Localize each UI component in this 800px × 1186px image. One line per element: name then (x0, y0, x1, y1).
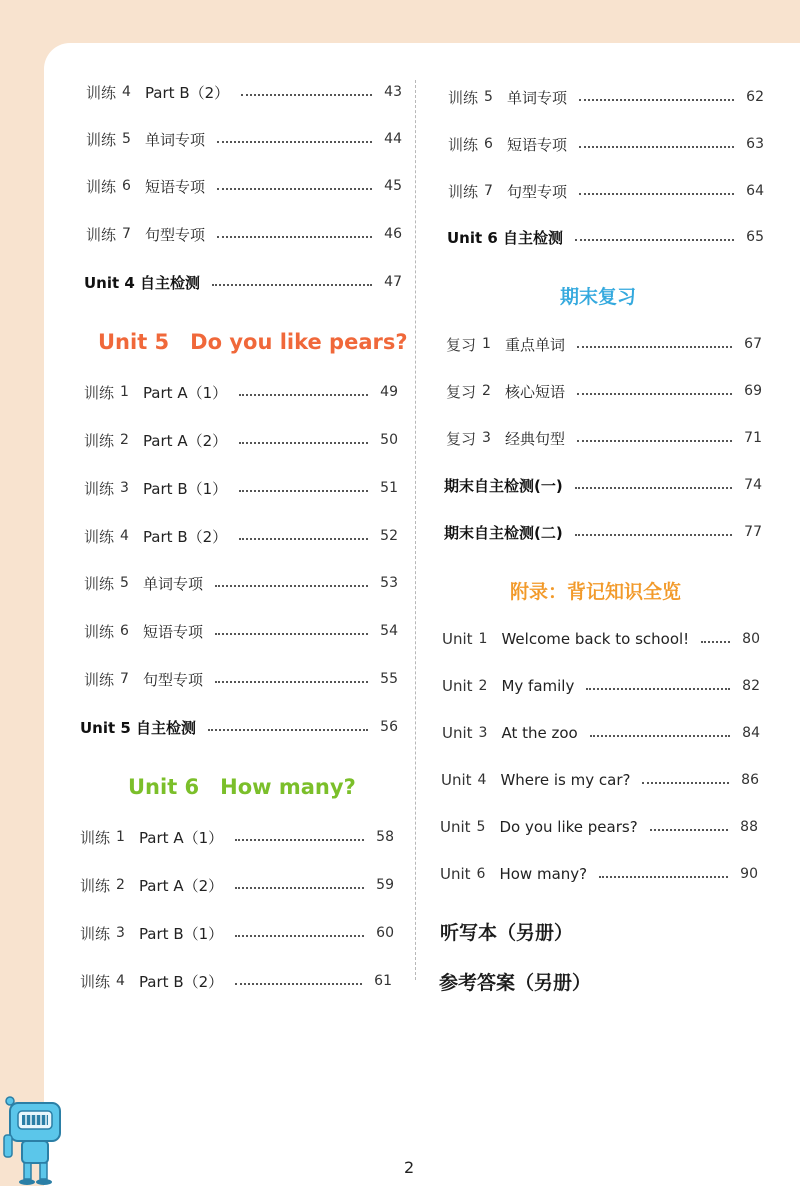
entry-page: 45 (384, 178, 402, 194)
toc-entry[interactable] (446, 333, 762, 355)
unit5-heading: Unit 5 Do you like pears? (98, 330, 408, 354)
entry-title: 单词专项 (506, 88, 567, 107)
toc-entry[interactable] (80, 922, 394, 944)
entry-number: 3 (120, 480, 129, 496)
entry-title: 句型专项 (144, 225, 205, 244)
entry-title: 句型专项 (506, 182, 567, 201)
entry-page: 49 (380, 384, 398, 400)
entry-title: Part B（1） (142, 479, 228, 498)
entry-title: 短语专项 (144, 177, 205, 196)
entry-label: 训练 (84, 431, 115, 450)
robot-mascot-icon (0, 1095, 70, 1186)
entry-label: 训练 (84, 527, 115, 546)
entry-title: Part A（1） (138, 828, 224, 847)
entry-title: 核心短语 (504, 382, 565, 401)
leader-dots (235, 983, 362, 985)
toc-entry[interactable] (448, 133, 764, 155)
entry-label: 复习 (446, 335, 477, 354)
entry-label: 复习 (446, 429, 477, 448)
leader-dots (590, 735, 730, 737)
leader-dots (575, 487, 732, 489)
leader-dots (577, 393, 732, 395)
entry-label: 期末自主检测(一) (444, 476, 563, 495)
entry-number: 3 (116, 925, 125, 941)
page-number: 2 (404, 1158, 415, 1177)
entry-label: 训练 (84, 479, 115, 498)
leader-dots (212, 284, 372, 286)
entry-label: Unit (441, 771, 472, 789)
entry-label: 训练 (84, 383, 115, 402)
leader-dots (217, 141, 372, 143)
entry-number: 5 (120, 575, 129, 591)
entry-page: 86 (741, 772, 759, 788)
entry-number: 5 (484, 89, 493, 105)
toc-entry[interactable] (446, 380, 762, 402)
entry-page: 61 (374, 973, 392, 989)
entry-page: 82 (742, 678, 760, 694)
toc-entry[interactable] (441, 769, 759, 791)
leader-dots (575, 239, 734, 241)
entry-label: Unit 4 自主检测 (84, 273, 201, 292)
entry-label: 训练 (86, 177, 117, 196)
entry-title: 单词专项 (144, 130, 205, 149)
toc-entry[interactable] (86, 128, 402, 150)
toc-entry[interactable] (84, 572, 398, 594)
entry-number: 6 (120, 623, 129, 639)
toc-entry[interactable] (84, 525, 398, 547)
entry-label: 训练 (84, 574, 115, 593)
entry-page: 53 (380, 575, 398, 591)
entry-page: 80 (742, 631, 760, 647)
leader-dots (217, 188, 372, 190)
entry-label: 训练 (448, 182, 479, 201)
entry-number: 4 (120, 528, 129, 544)
leader-dots (235, 887, 364, 889)
toc-entry[interactable] (446, 427, 762, 449)
entry-label: 训练 (448, 135, 479, 154)
entry-page: 69 (744, 383, 762, 399)
entry-number: 6 (122, 178, 131, 194)
leader-dots (239, 394, 368, 396)
entry-page: 77 (744, 524, 762, 540)
entry-page: 64 (746, 183, 764, 199)
toc-entry[interactable] (86, 175, 402, 197)
entry-title: My family (501, 677, 575, 695)
entry-label: Unit (442, 677, 473, 695)
toc-entry[interactable] (84, 429, 398, 451)
answer-key-entry[interactable]: 参考答案（另册） (439, 972, 592, 994)
toc-entry[interactable] (448, 180, 764, 202)
entry-title: Part A（2） (142, 431, 228, 450)
entry-label: Unit 6 自主检测 (447, 228, 564, 247)
entry-title: 短语专项 (142, 622, 203, 641)
unit6-heading: Unit 6 How many? (128, 775, 356, 799)
entry-number: 3 (482, 430, 491, 446)
entry-title: Where is my car? (500, 771, 631, 789)
entry-title: At the zoo (501, 724, 578, 742)
entry-title: 经典句型 (504, 429, 565, 448)
leader-dots (650, 829, 729, 831)
entry-number: 7 (484, 183, 493, 199)
leader-dots (579, 146, 734, 148)
toc-entry-unit-test[interactable] (84, 271, 402, 293)
entry-number: 4 (116, 973, 125, 989)
entry-page: 65 (746, 229, 764, 245)
entry-page: 63 (746, 136, 764, 152)
entry-number: 6 (476, 866, 486, 882)
entry-label: 期末自主检测(二) (444, 523, 563, 542)
entry-title: Part B（2） (142, 527, 228, 546)
leader-dots (239, 442, 368, 444)
leader-dots (235, 935, 364, 937)
leader-dots (599, 876, 728, 878)
entry-label: 训练 (80, 876, 111, 895)
leader-dots (239, 490, 368, 492)
toc-entry[interactable] (84, 668, 398, 690)
entry-page: 46 (384, 226, 402, 242)
toc-entry[interactable] (84, 381, 398, 403)
entry-label: 训练 (84, 622, 115, 641)
entry-page: 67 (744, 336, 762, 352)
dictation-book-entry[interactable]: 听写本（另册） (440, 922, 574, 944)
toc-page (44, 43, 800, 1186)
entry-title: Part A（2） (138, 876, 224, 895)
entry-title: Welcome back to school! (501, 630, 690, 648)
entry-label: 训练 (86, 130, 117, 149)
entry-title: Do you like pears? (499, 818, 638, 836)
entry-label: 复习 (446, 382, 477, 401)
entry-page: 88 (740, 819, 758, 835)
entry-number: 6 (484, 136, 493, 152)
toc-entry[interactable] (440, 863, 758, 885)
entry-page: 54 (380, 623, 398, 639)
entry-label: 训练 (80, 924, 111, 943)
entry-page: 58 (376, 829, 394, 845)
toc-entry[interactable] (80, 826, 394, 848)
entry-label: Unit 5 自主检测 (80, 718, 197, 737)
leader-dots (208, 729, 368, 731)
entry-page: 59 (376, 877, 394, 893)
toc-entry[interactable] (80, 874, 394, 896)
entry-page: 62 (746, 89, 764, 105)
column-divider (415, 80, 416, 980)
entry-page: 55 (380, 671, 398, 687)
final-review-heading: 期末复习 (560, 286, 637, 308)
entry-number: 2 (482, 383, 491, 399)
entry-number: 2 (478, 678, 488, 694)
entry-title: 句型专项 (142, 670, 203, 689)
leader-dots (235, 839, 364, 841)
toc-entry[interactable] (442, 722, 760, 744)
entry-number: 1 (478, 631, 488, 647)
entry-number: 1 (482, 336, 491, 352)
entry-page: 47 (384, 274, 402, 290)
toc-entry[interactable] (440, 816, 758, 838)
entry-page: 84 (742, 725, 760, 741)
entry-number: 1 (120, 384, 129, 400)
entry-label: 训练 (80, 828, 111, 847)
leader-dots (239, 538, 368, 540)
entry-page: 90 (740, 866, 758, 882)
toc-entry-final-test[interactable] (444, 474, 762, 496)
entry-title: 单词专项 (142, 574, 203, 593)
toc-entry[interactable] (86, 81, 402, 103)
entry-page: 50 (380, 432, 398, 448)
entry-label: Unit (442, 630, 473, 648)
entry-number: 2 (116, 877, 125, 893)
entry-number: 3 (478, 725, 488, 741)
leader-dots (586, 688, 730, 690)
leader-dots (217, 236, 372, 238)
entry-page: 56 (380, 719, 398, 735)
toc-entry[interactable] (84, 477, 398, 499)
entry-page: 44 (384, 131, 402, 147)
leader-dots (215, 681, 368, 683)
entry-number: 4 (477, 772, 487, 788)
leader-dots (577, 440, 732, 442)
leader-dots (579, 193, 734, 195)
entry-number: 7 (120, 671, 129, 687)
entry-number: 4 (122, 84, 131, 100)
leader-dots (241, 94, 372, 96)
leader-dots (701, 641, 730, 643)
toc-entry-unit-test[interactable] (447, 226, 764, 248)
entry-title: How many? (499, 865, 588, 883)
toc-entry-unit-test[interactable] (80, 716, 398, 738)
leader-dots (577, 346, 732, 348)
entry-page: 51 (380, 480, 398, 496)
entry-number: 1 (116, 829, 125, 845)
entry-label: 训练 (80, 972, 111, 991)
entry-title: Part A（1） (142, 383, 228, 402)
entry-title: 重点单词 (504, 335, 565, 354)
entry-label: Unit (440, 865, 471, 883)
entry-number: 5 (476, 819, 486, 835)
appendix-heading: 附录：背记知识全览 (510, 581, 682, 603)
entry-title: Part B（2） (144, 83, 230, 102)
entry-title: 短语专项 (506, 135, 567, 154)
entry-number: 7 (122, 226, 131, 242)
entry-page: 71 (744, 430, 762, 446)
entry-label: 训练 (86, 83, 117, 102)
entry-label: 训练 (448, 88, 479, 107)
leader-dots (215, 585, 368, 587)
entry-page: 43 (384, 84, 402, 100)
leader-dots (642, 782, 729, 784)
leader-dots (575, 534, 732, 536)
toc-entry[interactable] (80, 970, 392, 992)
entry-number: 2 (120, 432, 129, 448)
entry-title: Part B（2） (138, 972, 224, 991)
toc-entry[interactable] (84, 620, 398, 642)
entry-label: Unit (440, 818, 471, 836)
toc-entry[interactable] (448, 86, 764, 108)
toc-entry[interactable] (442, 675, 760, 697)
entry-page: 74 (744, 477, 762, 493)
entry-label: 训练 (84, 670, 115, 689)
toc-entry[interactable] (442, 628, 760, 650)
leader-dots (579, 99, 734, 101)
entry-label: 训练 (86, 225, 117, 244)
entry-label: Unit (442, 724, 473, 742)
toc-entry-final-test[interactable] (444, 521, 762, 543)
entry-page: 60 (376, 925, 394, 941)
entry-number: 5 (122, 131, 131, 147)
leader-dots (215, 633, 368, 635)
entry-title: Part B（1） (138, 924, 224, 943)
entry-page: 52 (380, 528, 398, 544)
toc-entry[interactable] (86, 223, 402, 245)
